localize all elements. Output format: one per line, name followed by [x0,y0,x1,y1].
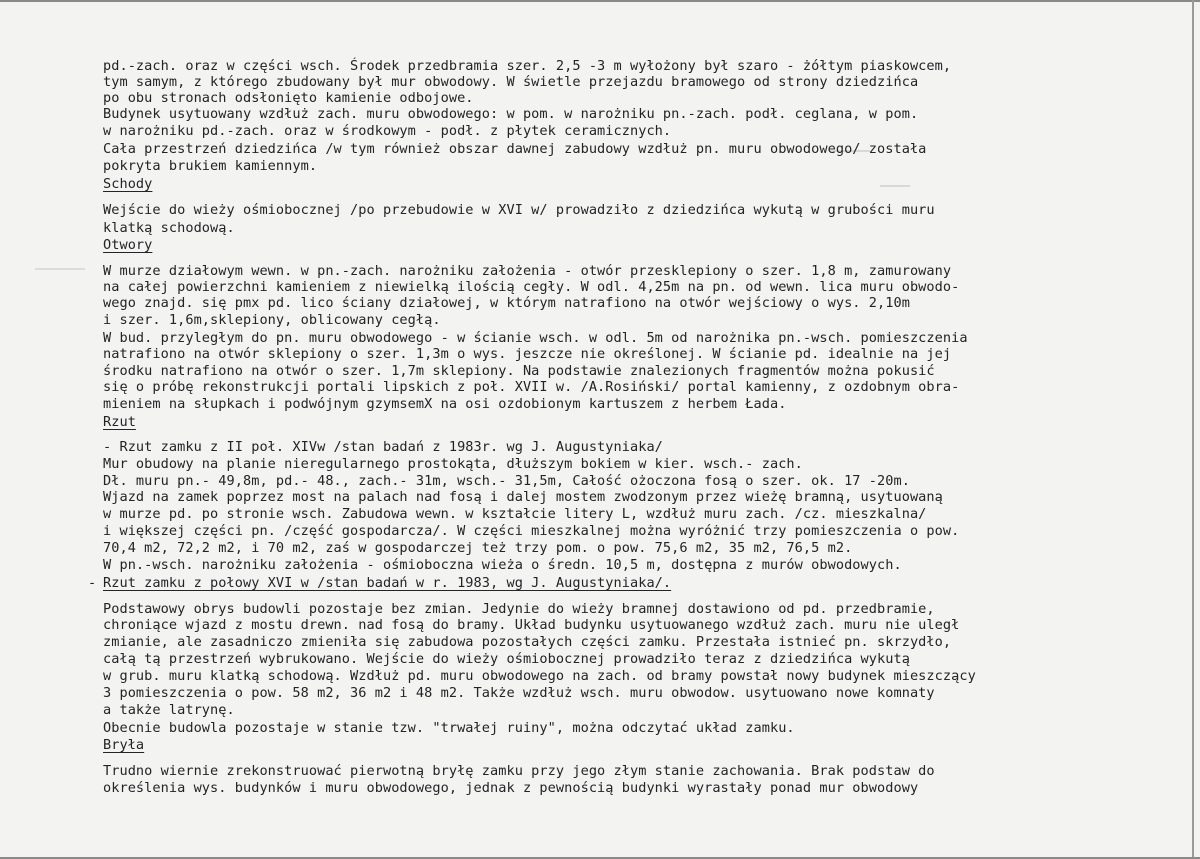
text-line: pokryta brukiem kamiennym. [103,158,318,174]
text-line: w murze pd. po stronie wsch. Zabudowa wewn. w kształcie litery L, wzdłuż muru zach. /cz. mieszkalna/ [103,506,927,522]
text-line: środku natrafiono na otwór o szer. 1,7m sklepiony. Na podstawie znalezionych fragmentów można pokusić [103,363,935,379]
section-heading-rzut-xvi: Rzut zamku z połowy XVI w /stan badań w r. 1983, wg J. Augustyniaka/. [103,575,672,591]
text-line: W pn.-wsch. narożniku założenia - ośmioboczna wieża o średn. 10,5 m, dostępna z murów obwodowych. [103,557,902,573]
page-border-top [0,0,1200,2]
section-heading-rzut: Rzut [103,414,136,430]
text-line: W murze działowym wewn. w pn.-zach. narożniku założenia - otwór przesklepiony o szer. 1,8 m, zamurowany [103,263,952,279]
text-line: 3 pomieszczenia o pow. 58 m2, 36 m2 i 48 m2. Także wzdłuż wsch. muru obwodow. usytuowano nowe komnaty [103,685,935,701]
page-border-right [1192,0,1194,859]
section-heading-schody: Schody [103,176,153,192]
text-line: Obecnie budowla pozostaje w stanie tzw. "trwałej ruiny", można odczytać układ zamku. [103,720,795,736]
margin-dash-mark: - [88,575,97,591]
show-through-mark [35,268,85,270]
text-line: W bud. przyległym do pn. muru obwodowego - w ścianie wsch. w odl. 5m od narożnika pn.-wsch. pomieszczenia [103,330,968,346]
text-line: mieniem na słupkach i podwójnym gzymsemX na osi ozdobionym kartuszem z herbem Łada. [103,396,787,412]
text-line: na całej powierzchni kamieniem z niewielką ilością cegły. W odl. 4,25m na pn. od wewn. lica muru obwodo- [103,279,960,295]
text-line: i szer. 1,6m,sklepiony, oblicowany cegłą. [103,312,441,328]
text-line: w narożniku pd.-zach. oraz w środkowym - podł. z płytek ceramicznych. [103,123,672,139]
text-line: tym samym, z którego zbudowany był mur obwodowy. W świetle przejazdu bramowego od strony dziedzińca [103,74,919,90]
show-through-mark [880,185,910,187]
section-heading-otwory: Otwory [103,237,153,253]
text-line: Wejście do wieży ośmiobocznej /po przebudowie w XVI w/ prowadziło z dziedzińca wykutą w grubości muru [103,202,935,218]
text-line: określenia wys. budynków i muru obwodowego, jednak z pewnością budynki wyrastały ponad mur obwodowy [103,780,919,796]
text-line: klatką schodową. [103,220,235,236]
text-line: Trudno wiernie zrekonstruować pierwotną bryłę zamku przy jego złym stanie zachowania. Brak podstaw do [103,763,935,779]
text-line: - Rzut zamku z II poł. XIVw /stan badań z 1983r. wg J. Augustyniaka/ [103,439,663,455]
text-line: Budynek usytuowany wzdłuż zach. muru obwodowego: w pom. w narożniku pn.-zach. podł. ceglana, w pom. [103,106,919,122]
text-line: chroniące wjazd z mostu drewn. nad fosą do bramy. Układ budynku usytuowanego wzdłuż zach. muru nie uległ [103,617,960,633]
text-line: się o próbę rekonstrukcji portali lipskich z poł. XVII w. /A.Rosiński/ portal kamienny, z ozdobnym obra- [103,379,960,395]
text-line: zmianie, ale zasadniczo zmieniła się zabudowa pozostałych części zamku. Przestała istnieć pn. skrzydło, [103,634,952,650]
text-line: Wjazd na zamek poprzez most na palach nad fosą i dalej mostem zwodzonym przez wieżę bramną, usytuowaną [103,489,943,505]
text-line: a także latrynę. [103,702,235,718]
section-heading-bryla: Bryła [103,737,145,753]
text-line: całą tą przestrzeń wybrukowano. Wejście do wieży ośmiobocznej prowadziło teraz z dziedzińca wykutą [103,651,910,667]
text-line: Cała przestrzeń dziedzińca /w tym również obszar dawnej zabudowy wzdłuż pn. muru obwodowego/ została [103,141,927,157]
text-line: natrafiono na otwór sklepiony o szer. 1,3m o wys. jeszcze nie określonej. W ścianie pd. idealnie na jej [103,346,952,362]
text-line: po obu stronach odsłonięto kamienie odbojowe. [103,90,474,106]
text-line: Podstawowy obrys budowli pozostaje bez zmian. Jedynie do wieży bramnej dostawiono od pd. przedbramie, [103,601,935,617]
text-line: pd.-zach. oraz w części wsch. Środek przedbramia szer. 2,5 -3 m wyłożony był szaro - żółtym piaskowcem, [103,58,952,74]
text-line: w grub. muru klatką schodową. Wzdłuż pd. muru obwodowego na zach. od bramy powstał nowy budynek mieszczący [103,668,976,684]
text-line: Mur obudowy na planie nieregularnego prostokąta, dłuższym bokiem w kier. wsch.- zach. [103,456,803,472]
text-line: Dł. muru pn.- 49,8m, pd.- 48., zach.- 31m, wsch.- 31,5m, Całość ożoczona fosą o szer. ok. 17 -20m. [103,473,910,489]
text-line: 70,4 m2, 72,2 m2, i 70 m2, zaś w gospodarczej też trzy pom. o pow. 75,6 m2, 35 m2, 76,5 m2. [103,540,853,556]
text-line: wego znajd. się pmx pd. lico ściany działowej, w którym natrafiono na otwór wejściowy o wys. 2,10m [103,295,910,311]
text-line: i większej części pn. /część gospodarcza/. W części mieszkalnej można wyróżnić trzy pomieszczenia o pow. [103,523,960,539]
